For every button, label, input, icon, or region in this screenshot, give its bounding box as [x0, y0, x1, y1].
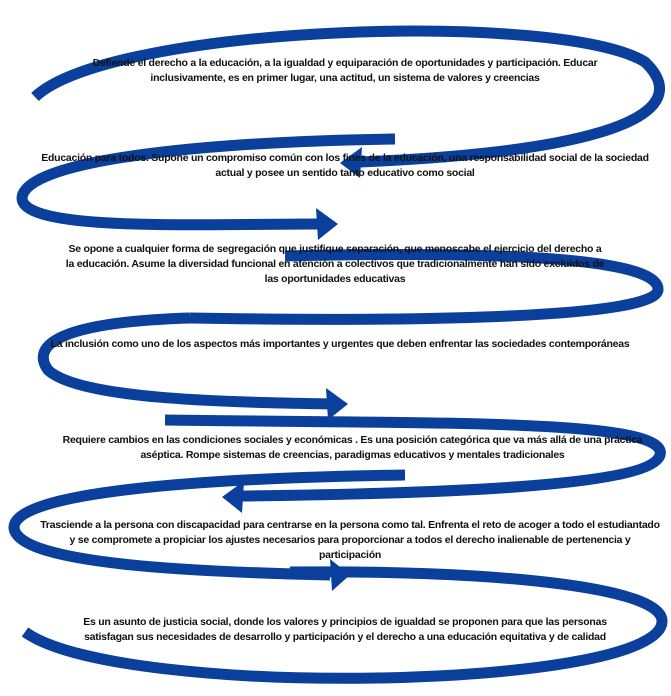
- step-5-text: Requiere cambios en las condiciones sociales y económicas . Es una posición categórica que va más allá de una práctica aséptica. Rompe sistemas de creencias, paradigmas educativos y mentales tradicionales: [62, 434, 643, 461]
- arrowhead-right-4: [326, 388, 348, 420]
- step-3-text: Se opone a cualquier forma de segregación que justifique separación, que menoscabe el ejercicio del derecho a la educación. Asume la diversidad funcional en atención a colectivos que tradicionalmente han sido excluidos de las oportunidades educativas: [65, 243, 605, 285]
- arrowhead-right-2: [316, 208, 338, 240]
- arrowhead-right-6: [330, 559, 350, 591]
- step-2-text: Educación para todos. Supone un compromiso común con los fines de la educación, una responsabilidad social de la sociedad actual y posee un sentido tanto educativo como social: [41, 152, 649, 179]
- step-1-text: Defiende el derecho a la educación, a la igualdad y equiparación de oportunidades y participación. Educar inclusivamente, es en primer lugar, una actitud, un sistema de valores y creencias: [92, 57, 598, 84]
- arrow-4: [43, 318, 330, 404]
- step-7-text: Es un asunto de justicia social, donde los valores y principios de igualdad se proponen para que las personas satisfagan sus necesidades de desarrollo y participación y el derecho a una educación equitativa y de calidad: [83, 616, 607, 643]
- step-4-text: La inclusión como uno de los aspectos más importantes y urgentes que deben enfrentar las sociedades contemporáneas: [50, 338, 630, 350]
- step-6-text: Trasciende a la persona con discapacidad para centrarse en la persona como tal. Enfrenta el reto de acoger a todo el estudiantado y se compromete a propiciar los ajustes necesarios para proporcionar a todos el derecho inalienable de pertenencia y participación: [40, 519, 660, 561]
